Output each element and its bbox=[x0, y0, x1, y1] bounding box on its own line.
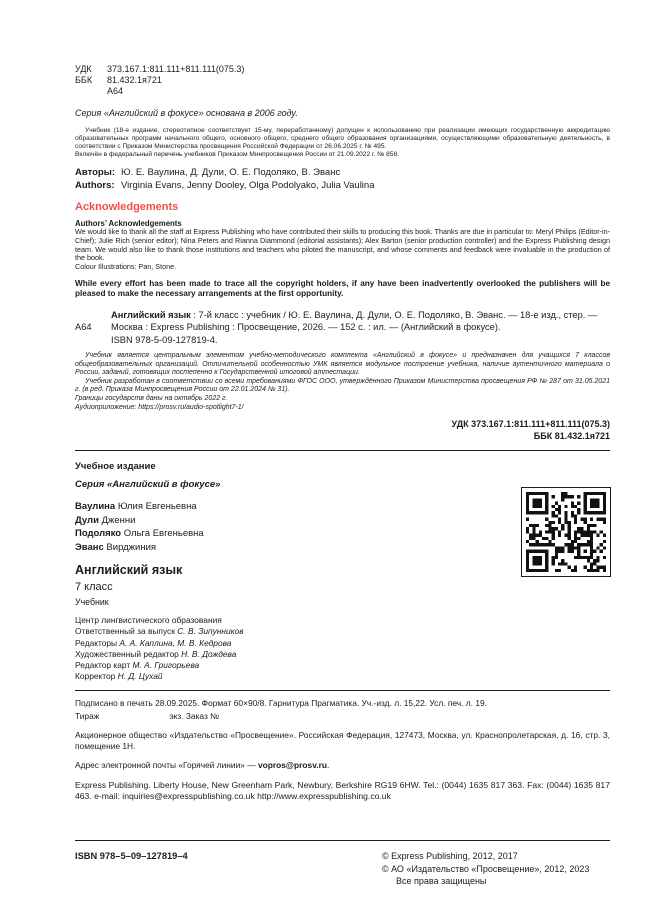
print-info-line: Подписано в печать 28.09.2025. Формат 60×90/8. Гарнитура Прагматика. Уч.-изд. л. 15,22. Усл. печ. л. 19. bbox=[75, 698, 487, 709]
staff-row bbox=[75, 649, 610, 660]
copyright-block bbox=[382, 850, 610, 888]
author-surname: Ваулина bbox=[75, 501, 116, 513]
hotline-line bbox=[75, 760, 610, 771]
divider-top bbox=[75, 450, 610, 451]
author-given-name: Ольга Евгеньевна bbox=[123, 528, 204, 540]
catalog-entry-rest: : 7-й класс : учебник / Ю. Е. Ваулина, Д. Дули, О. Е. Подоляко, В. Эванс. — 18-е изд., стер. — Москва : Express Publishing : Просвещение, 2026. — 152 с. : ил. — (Английский в фокусе). bbox=[111, 309, 598, 332]
footer-row bbox=[75, 850, 610, 888]
staff-name: Н. Д. Цухай bbox=[117, 671, 163, 682]
author-surname: Дули bbox=[75, 514, 99, 526]
bbk-right: ББК 81.432.1я721 bbox=[533, 430, 610, 441]
book-grade: 7 класс bbox=[75, 581, 113, 594]
staff-row bbox=[75, 671, 610, 682]
catalog-entry bbox=[111, 309, 610, 333]
author-given-name: Вирджиния bbox=[106, 541, 157, 553]
hotline-prefix: Адрес электронной почты «Горячей линии» — bbox=[75, 760, 258, 771]
divider-bottom bbox=[75, 840, 610, 841]
footer bbox=[75, 832, 610, 888]
audio-supplement-link: Аудиоприложение: https://prosv.ru/audio-spotlight7-1/ bbox=[75, 403, 244, 411]
author-given-name: Дженни bbox=[101, 514, 136, 526]
publisher-address: Акционерное общество «Издательство «Просвещение». Российская Федерация, 127473, Москва, ул. Краснопролетарская, д. 16, стр. 3, помещение 1Н. bbox=[75, 730, 610, 751]
staff-row bbox=[75, 626, 610, 637]
staff-name: М. А. Григорьева bbox=[132, 659, 200, 670]
authors-ru-line bbox=[75, 167, 610, 180]
staff-role: Ответственный за выпуск bbox=[75, 626, 175, 637]
staff-name: Н. В. Дождева bbox=[181, 648, 237, 659]
staff-list bbox=[75, 626, 610, 682]
annotation-paragraph-1: Учебник является центральным элементом учебно-методического комплекта «Английский в фокусе» и предназначен для учащихся 7 классов общеобразовательных организаций. Отличительной особенностью УМК является модульное построение учебника, наличие аутентичного материала о России, заданий, готовящих постепенно к Государственной итоговой аттестации. bbox=[75, 351, 610, 377]
tirazh-rest: экз. Заказ № bbox=[169, 710, 220, 721]
staff-role: Редакторы bbox=[75, 637, 118, 648]
borders-date-note: Границы государств даны на октябрь 2022 г. bbox=[75, 394, 228, 402]
copyright-prosveshchenie: © АО «Издательство «Просвещение», 2012, 2023 bbox=[382, 863, 590, 874]
authors-en-names: Virginia Evans, Jenny Dooley, Olga Podolyako, Julia Vaulina bbox=[121, 179, 375, 191]
annotation-paragraph-2: Учебник разработан в соответствии со всеми требованиями ФГОС ООО, утверждённого Приказом Министерства просвещения РФ № 287 от 31.05.2021 г. (в ред. Приказа Минпросвещения России от 22.01.2024 № 31). bbox=[75, 377, 610, 394]
staff-role: Художественный редактор bbox=[75, 648, 179, 659]
book-title: Английский язык bbox=[75, 563, 183, 578]
edition-heading: Учебное издание bbox=[75, 461, 156, 473]
author-surname: Подоляко bbox=[75, 528, 122, 540]
linguistic-center-line: Центр лингвистического образования bbox=[75, 615, 222, 626]
tirazh-line bbox=[75, 711, 610, 722]
copyright-express: © Express Publishing, 2012, 2017 bbox=[382, 851, 518, 861]
footer-isbn: ISBN 978–5–09–127819–4 bbox=[75, 851, 188, 861]
authors-acknowledgements-heading: Authors’ Acknowledgements bbox=[75, 219, 182, 228]
udk-value: 373.167.1:811.111+811.111(075.3) bbox=[107, 64, 245, 74]
authors-en-line bbox=[75, 180, 610, 193]
biblio-right-block bbox=[75, 419, 610, 442]
bbk-value: 81.432.1я721 bbox=[107, 75, 162, 85]
biblio-classification bbox=[75, 64, 610, 97]
book-kind: Учебник bbox=[75, 597, 109, 608]
express-publishing-address: Express Publishing. Liberty House, New Greenham Park, Newbury, Berkshire RG19 6HW. Tel.: (0044) 1635 817 363. Fax: (0044) 1635 817 463. e-mail: inquiries@expresspublishing.co.uk http://www.expresspublishing.co.uk bbox=[75, 779, 610, 801]
acknowledgements-body: We would like to thank all the staff at Express Publishing who have contributed their skills to producing this book. Thanks are due in particular to: Meryl Philips (Editor-in-Chief); Julie Rich (senior editor); Nina Peters and Rianna Diammond (editorial assistants); Alex Barton (senior production controller) and the Express Publishing design team. We would also like to thank those institutions and teachers who piloted the manuscript, and whose comments and feedback were invaluable in the production of the book. bbox=[75, 227, 610, 263]
staff-role: Редактор карт bbox=[75, 659, 131, 670]
author-given-name: Юлия Евгеньевна bbox=[117, 501, 197, 513]
federal-list-note: Включён в федеральный перечень учебников Приказом Минпросвещения России от 21.09.2022 г. № 858. bbox=[75, 151, 399, 158]
bbk-label: ББК bbox=[75, 75, 93, 85]
catalog-title: Английский язык bbox=[111, 309, 191, 320]
staff-role: Корректор bbox=[75, 671, 116, 682]
all-rights-reserved: Все права защищены bbox=[396, 876, 487, 886]
catalog-isbn: ISBN 978-5-09-127819-4. bbox=[111, 334, 218, 345]
acknowledgements-title: Acknowledgements bbox=[75, 201, 179, 213]
qr-code-image bbox=[526, 492, 606, 572]
catalog-card bbox=[75, 309, 610, 346]
hotline-suffix: . bbox=[326, 760, 330, 771]
udk-right: УДК 373.167.1:811.111+811.111(075.3) bbox=[451, 419, 610, 430]
colour-illustrations-note: Colour Illustrations: Pan, Stone. bbox=[75, 262, 177, 272]
edition-series: Серия «Английский в фокусе» bbox=[75, 479, 221, 491]
tirazh-label: Тираж bbox=[75, 710, 100, 721]
catalog-code: А64 bbox=[75, 321, 92, 332]
udk-label: УДК bbox=[75, 64, 92, 74]
bbk-line bbox=[75, 75, 610, 86]
hotline-email: vopros@prosv.ru bbox=[257, 760, 327, 771]
udk-line bbox=[75, 64, 610, 75]
staff-row bbox=[75, 660, 610, 671]
divider-middle bbox=[75, 690, 610, 691]
author-surname: Эванс bbox=[75, 541, 104, 553]
series-founded-note: Серия «Английский в фокусе» основана в 2006 году. bbox=[75, 108, 298, 118]
authors-en-label: Authors: bbox=[75, 179, 115, 191]
qr-code bbox=[521, 487, 611, 577]
staff-row bbox=[75, 638, 610, 649]
approval-paragraph: Учебник (18-е издание, стереотипное соответствует 15-му, переработанному) допущен к использованию при реализации имеющих государственную аккредитацию образовательных программ начального общего, основного общего, среднего общего образования организациями, осуществляющими образовательную деятельность, в соответствии с Приказом Министерства просвещения Российской Федерации от 26.06.2025 г. № 495. bbox=[75, 127, 610, 150]
staff-name: С. В. Зипунников bbox=[177, 626, 244, 637]
author-sign-code: А64 bbox=[107, 86, 124, 96]
authors-ru-label: Авторы: bbox=[75, 167, 115, 178]
authors-ru-names: Ю. Е. Ваулина, Д. Дули, О. Е. Подоляко, В. Эванс bbox=[121, 167, 341, 178]
staff-name: А. А. Каплина, М. В. Кедрова bbox=[119, 637, 232, 648]
copyright-trace-note: While every effort has been made to trace all the copyright holders, if any have been inadvertently overlooked the publishers will be pleased to make the necessary arrangements at the first opportunity. bbox=[75, 278, 610, 298]
